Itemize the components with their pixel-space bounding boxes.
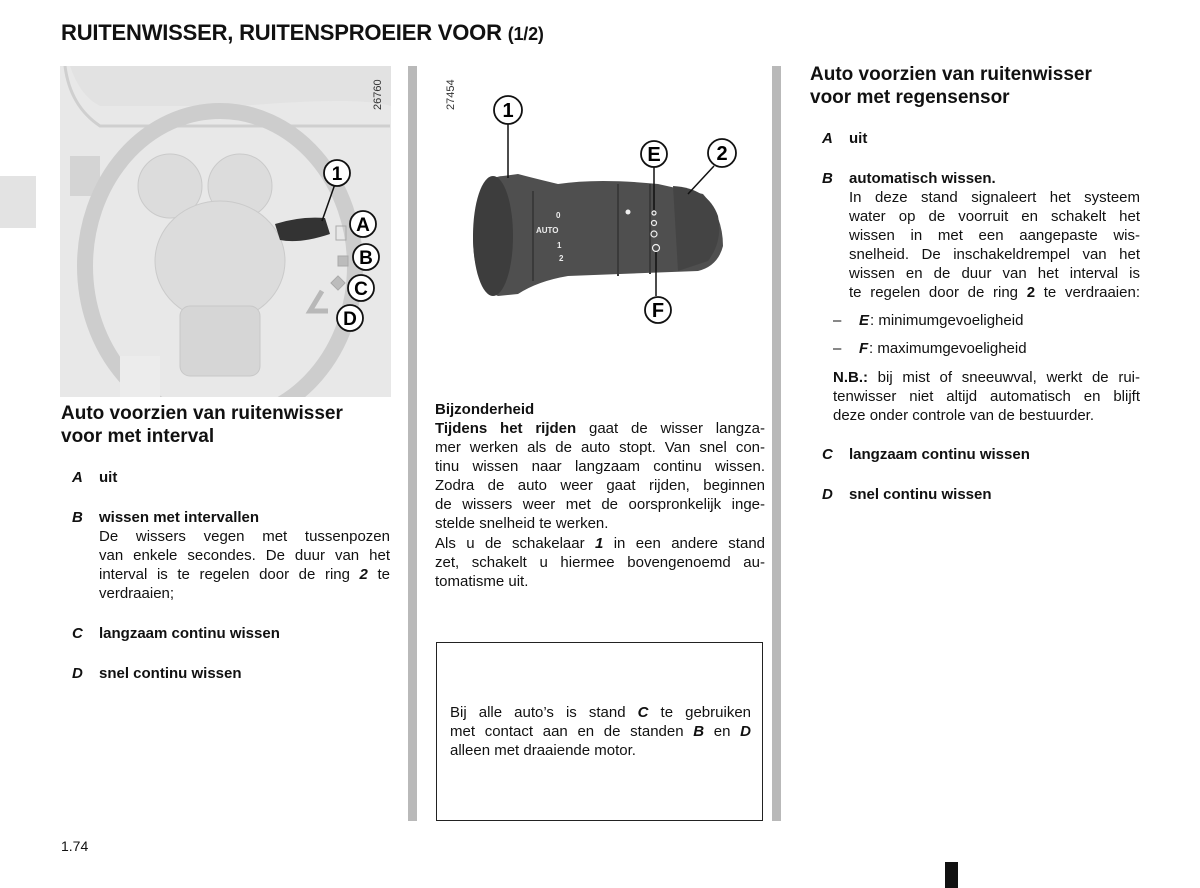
- text-segment: en: [704, 722, 741, 740]
- switch-note-paragraph: [435, 535, 765, 592]
- nb-paragraph: [833, 369, 1140, 426]
- text-segment: zet, schakelt u hiermee bovengenoemd au-: [435, 553, 765, 571]
- column-divider: [408, 66, 417, 821]
- item-letter: B: [822, 170, 833, 187]
- item-B-description: [99, 528, 390, 604]
- item-label: uit: [849, 130, 868, 147]
- text-segment: stelde snelheid te werken.: [435, 514, 609, 532]
- stalk-label-1: 1: [557, 241, 562, 250]
- heading-line: voor met regensensor: [810, 87, 1010, 108]
- text-segment: de wissers weer met de oorspronkelijk inge-: [435, 495, 765, 513]
- heading-line: Auto voorzien van ruitenwisser: [810, 64, 1092, 85]
- steering-wheel-illustration: [60, 66, 391, 397]
- item-letter: D: [72, 665, 83, 682]
- text-segment: tinu wissen naar langzaam continu wissen.: [435, 457, 765, 475]
- text-line: [849, 265, 1140, 284]
- text-segment: in een andere stand: [603, 535, 765, 552]
- list-item-C: [72, 625, 280, 644]
- item-label: langzaam continu wissen: [99, 625, 280, 642]
- heading-line: voor met interval: [61, 426, 215, 447]
- dash-item-F: [833, 340, 1027, 359]
- emphasis-text: Tijdens het rijden: [435, 420, 577, 437]
- emphasis-text: 2: [1026, 283, 1036, 301]
- text-line: [435, 535, 765, 554]
- stalk-label-auto: AUTO: [536, 226, 559, 235]
- text-segment: verdraaien;: [99, 584, 175, 602]
- text-segment: te gebruiken: [648, 704, 752, 721]
- emphasis-text: B: [693, 722, 705, 740]
- callout-A: A: [356, 215, 370, 236]
- text-segment: wissen en de duur van het interval is: [849, 264, 1140, 282]
- text-segment: tomatisme uit.: [435, 572, 529, 590]
- text-line: [833, 369, 1140, 388]
- callout-D: D: [343, 309, 357, 330]
- column-divider: [772, 66, 781, 821]
- stalk-label-0: 0: [556, 211, 561, 220]
- dash: –: [833, 340, 842, 357]
- list-item-B: [72, 509, 260, 528]
- text-segment: te: [367, 565, 390, 583]
- callout-1: 1: [502, 100, 514, 122]
- text-segment: met contact aan en de standen: [450, 722, 694, 740]
- text-line: [99, 547, 390, 566]
- callout-1: 1: [331, 164, 343, 185]
- text-line: [435, 458, 765, 477]
- emphasis-text: D: [740, 722, 751, 740]
- text-segment: Zodra de auto weer gaat rijden, beginnen: [435, 476, 765, 494]
- list-item-A: [822, 130, 868, 149]
- emphasis-text: C: [637, 704, 649, 721]
- item-B-description: [849, 189, 1140, 302]
- text-segment: deze onder controle van de bestuurder.: [833, 406, 1095, 424]
- text-segment: interval is te regelen door de ring: [99, 565, 360, 583]
- item-label: snel continu wissen: [99, 665, 242, 682]
- callout-2: 2: [716, 143, 728, 165]
- text-line: [99, 585, 390, 604]
- heading-line: Auto voorzien van ruitenwisser: [61, 403, 343, 424]
- wiper-stalk-illustration: [418, 66, 768, 356]
- section-heading-rain-sensor: [810, 63, 1092, 109]
- text-line: [435, 496, 765, 515]
- callout-F: F: [651, 300, 665, 322]
- text-line: [849, 246, 1140, 265]
- text-line: [435, 515, 765, 534]
- text-segment: water op de voorruit en schakelt het: [849, 207, 1140, 225]
- text-segment: te regelen door de ring: [849, 283, 1027, 301]
- text-line: [99, 528, 390, 547]
- page-title: [61, 20, 544, 46]
- dash-text: : maximumgevoeligheid: [869, 340, 1027, 357]
- text-line: [435, 477, 765, 496]
- text-line: [450, 704, 751, 723]
- item-letter: D: [822, 486, 833, 503]
- text-line: [833, 388, 1140, 407]
- item-letter: C: [72, 625, 83, 642]
- chapter-tab-marker: [0, 176, 36, 228]
- text-segment: snelheid. De inschakeldrempel van het: [849, 245, 1140, 263]
- text-line: [435, 439, 765, 458]
- text-line: [450, 742, 751, 761]
- text-line: [849, 284, 1140, 303]
- item-label: snel continu wissen: [849, 486, 992, 503]
- title-part: (1/2): [507, 24, 544, 44]
- text-segment: In deze stand signaleert het systeem: [849, 189, 1140, 206]
- dash-key: F: [859, 340, 869, 357]
- text-segment: Bij alle auto’s is stand: [450, 704, 638, 721]
- stalk-label-2: 2: [559, 254, 564, 263]
- page-edge-marker: [945, 862, 958, 888]
- item-letter: C: [822, 446, 833, 463]
- callout-C: C: [354, 279, 368, 300]
- text-segment: bij mist of sneeuwval, werkt de rui-: [868, 369, 1140, 386]
- text-segment: alleen met draaiende motor.: [450, 741, 636, 759]
- text-segment: te verdraaien:: [1035, 283, 1140, 301]
- emphasis-text: 1: [594, 535, 604, 552]
- text-line: [849, 227, 1140, 246]
- text-line: [435, 420, 765, 439]
- emphasis-text: 2: [359, 565, 368, 583]
- list-item-D: [72, 665, 242, 684]
- list-item-A: [72, 469, 118, 488]
- text-line: [450, 723, 751, 742]
- callout-B: B: [359, 248, 373, 269]
- text-segment: tenwisser niet altijd automatisch en blijft: [833, 387, 1140, 405]
- dash: –: [833, 312, 842, 329]
- callout-E: E: [647, 144, 661, 166]
- text-line: [849, 189, 1140, 208]
- figure-ref: 26760: [372, 79, 384, 110]
- item-label: wissen met intervallen: [99, 509, 260, 526]
- text-segment: van enkele secondes. De duur van het: [99, 546, 390, 564]
- emphasis-text: N.B.:: [833, 369, 868, 386]
- text-segment: Als u de schakelaar: [435, 535, 595, 552]
- text-line: [435, 573, 765, 592]
- page-number: 1.74: [61, 838, 89, 854]
- dash-key: E: [859, 312, 870, 329]
- text-line: [849, 208, 1140, 227]
- text-line: [435, 554, 765, 573]
- figure-ref: 27454: [445, 79, 457, 110]
- text-segment: gaat de wisser langza-: [576, 420, 765, 437]
- dash-item-E: [833, 312, 1024, 331]
- note-box-text: [450, 704, 751, 761]
- title-main: RUITENWISSER, RUITENSPROEIER VOOR: [61, 20, 502, 45]
- note-heading: Bijzonderheid: [435, 401, 535, 418]
- section-heading-interval: [61, 402, 343, 448]
- list-item-C: [822, 446, 1030, 465]
- special-note-paragraph: [435, 420, 765, 533]
- item-letter: A: [72, 469, 83, 486]
- item-label: automatisch wissen.: [849, 170, 996, 187]
- text-line: [99, 566, 390, 585]
- text-segment: mer werken als de auto stopt. Van snel con-: [435, 438, 765, 456]
- list-item-B: [822, 170, 996, 189]
- item-letter: B: [72, 509, 83, 526]
- item-letter: A: [822, 130, 833, 147]
- item-label: uit: [99, 469, 118, 486]
- dash-text: : minimumgevoeligheid: [870, 312, 1024, 329]
- text-segment: De wissers vegen met tussenpozen: [99, 528, 390, 545]
- text-line: [833, 407, 1140, 426]
- item-label: langzaam continu wissen: [849, 446, 1030, 463]
- list-item-D: [822, 486, 992, 505]
- text-segment: wissen in met een aangepaste wis-: [849, 226, 1140, 244]
